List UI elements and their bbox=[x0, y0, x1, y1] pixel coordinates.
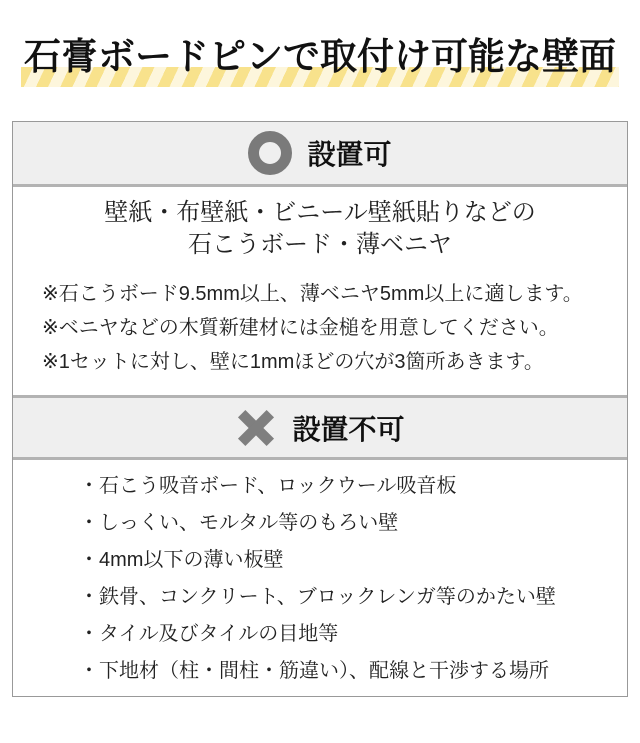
circle-ok-icon bbox=[248, 131, 292, 175]
page-title: 石膏ボードピンで取付け可能な壁面 bbox=[21, 34, 619, 87]
denied-list-item: ・4mm以下の薄い板壁 bbox=[79, 549, 284, 571]
allowed-header-label: 設置可 bbox=[307, 139, 392, 170]
allowed-notes bbox=[33, 277, 607, 379]
denied-list-item: ・しっくい、モルタル等のもろい壁 bbox=[79, 512, 399, 534]
x-cross-icon bbox=[235, 407, 277, 449]
denied-section-header bbox=[13, 395, 627, 460]
wall-compatibility-box bbox=[12, 121, 628, 697]
denied-list-item: ・鉄骨、コンクリート、ブロックレンガ等のかたい壁 bbox=[79, 586, 556, 608]
allowed-section-body bbox=[13, 187, 627, 395]
allowed-description bbox=[33, 197, 607, 261]
allowed-section-header bbox=[13, 122, 627, 187]
allowed-description-line: 石こうボード・薄ベニヤ bbox=[188, 231, 452, 258]
denied-list-item: ・下地材（柱・間柱・筋違い）、配線と干渉する場所 bbox=[79, 660, 549, 682]
page-header bbox=[0, 0, 640, 121]
allowed-description-line: 壁紙・布壁紙・ビニール壁紙貼りなどの bbox=[104, 199, 536, 226]
note-line: ※1セットに対し、壁に1mmほどの穴が3箇所あきます。 bbox=[42, 351, 544, 373]
denied-list-item: ・石こう吸音ボード、ロックウール吸音板 bbox=[79, 475, 457, 497]
note-line: ※石こうボード9.5mm以上、薄ベニヤ5mm以上に適します。 bbox=[42, 283, 583, 305]
denied-header-label: 設置不可 bbox=[292, 413, 405, 445]
note-line: ※ベニヤなどの木質新建材には金槌を用意してください。 bbox=[42, 317, 559, 339]
denied-list-item: ・タイル及びタイルの目地等 bbox=[79, 623, 339, 645]
denied-section-body bbox=[13, 460, 627, 696]
